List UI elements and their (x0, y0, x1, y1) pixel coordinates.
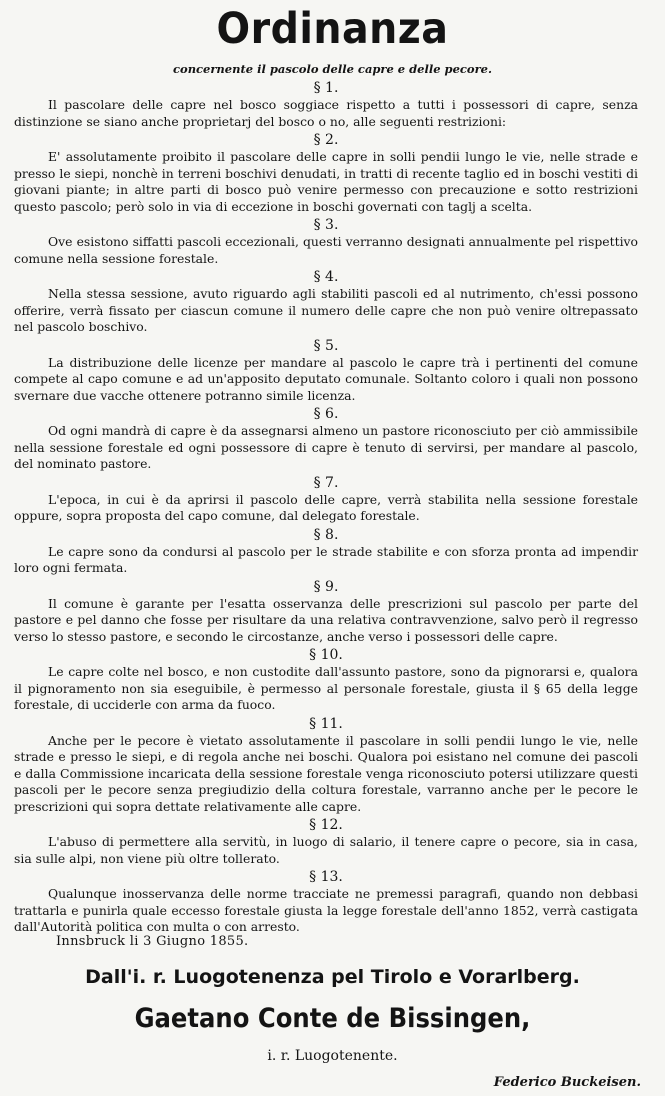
section-heading: § 9. (313, 578, 339, 595)
section-heading: § 2. (313, 132, 339, 148)
section-heading: § 8. (313, 526, 339, 543)
section-paragraph: Qualunque inosservanza delle norme tracciate ne premessi paragrafi, quando non debbasi trattarla e punirla quale eccesso forestale giusta la legge forestale dell'anno 1852, verrà castigata dall'Autorità politica con multa o con arresto. (14, 886, 638, 934)
cosigner-name: Federico Buckeisen. (493, 1075, 641, 1090)
section-paragraph: Ove esistono siffatti pascoli eccezionali, questi verranno designati annualmente pel rispettivo comune nella sessione forestale. (14, 234, 638, 266)
signer-name: Gaetano Conte de Bissingen, (134, 1003, 531, 1034)
section-paragraph: L'epoca, in cui è da aprirsi il pascolo delle capre, verrà stabilita nella sessione forestale oppure, sopra proposta del capo comune, dal delegato forestale. (14, 491, 638, 523)
section-paragraph: Il comune è garante per l'esatta osservanza delle prescrizioni sul pascolo per parte del pastore e pel danno che fosse per risultare da una relativa contravvenzione, salvo però il regresso verso lo stesso pastore, e secondo le circostanze, anche verso i possessori delle capre. (14, 595, 638, 644)
section-paragraph: Od ogni mandrà di capre è da assegnarsi almeno un pastore riconosciuto per ciò ammissibile nella sessione forestale ed ogni possessore di capre è tenuto di servirsi, per mandare al pascolo, del nominato pastore. (14, 423, 638, 471)
section-heading: § 13. (309, 869, 343, 885)
section-paragraph: La distribuzione delle licenze per mandare al pascolo le capre trà i pertinenti del comune compete al capo comune e ad un'apposito deputato comunale. Soltanto coloro i quali non possono svernare due vacche ottenere potranno simile licenza. (14, 354, 638, 403)
section-heading: § 11. (309, 715, 343, 732)
section-paragraph: Le capre colte nel bosco, e non custodite dall'assunto pastore, sono da pignorarsi e, qualora il pignoramento non sia eseguibile, è permesso al personale forestale, giusta il § 65 della legge forestale, di ucciderle con arma da fuoco. (14, 664, 638, 712)
document-title: Ordinanza (216, 4, 449, 54)
section-paragraph: Nella stessa sessione, avuto riguardo agli stabiliti pascoli ed al nutrimento, ch'essi possono offerire, verrà fissato per ciascun comune il numero delle capre che non può venire oltrepassato nel pascolo boschivo. (14, 286, 638, 334)
section-paragraph: Anche per le pecore è vietato assolutamente il pascolare in solli pendii lungo le vie, nelle strade e presso le siepi, e di regola anche nei boschi. Qualora poi esistano nel comune dei pascoli e dalla Commissione incaricata della sessione forestale venga riconosciuto potersi utilizzare questi pascoli per le pecore senza pregiudizio della coltura forestale, varranno anche per le pecore le prescrizioni qui sopra dettate relativamente alle capre. (14, 732, 638, 814)
section-heading: § 12. (309, 817, 343, 833)
section-paragraph: Il pascolare delle capre nel bosco soggiace rispetto a tutti i possessori di capre, senza distinzione se siano anche proprietarj del bosco o no, alle seguenti restrizioni: (14, 97, 638, 129)
date-line: Innsbruck li 3 Giugno 1855. (56, 934, 249, 949)
section-heading: § 7. (313, 474, 339, 491)
section-heading: § 3. (313, 217, 339, 233)
document-subtitle: concernente il pascolo delle capre e delle pecore. (173, 62, 492, 76)
section-paragraph: Le capre sono da condursi al pascolo per le strade stabilite e con sforza pronta ad impendir loro ogni fermata. (14, 543, 638, 575)
section-heading: § 10. (309, 647, 343, 663)
section-heading: § 5. (313, 337, 339, 354)
document-body (14, 80, 638, 938)
section-heading: § 4. (313, 269, 339, 285)
section-heading: § 1. (313, 80, 339, 96)
section-paragraph: E' assolutamente proibito il pascolare delle capre in solli pendii lungo le vie, nelle strade e presso le siepi, nonchè in terreni boschivi denudati, in tratti di recente taglio ed in boschi vestiti di giovani piante; in altre parti di bosco può venire permesso con precauzione e sotto restrizioni questo pascolo; però solo in via di eccezione in boschi governati con taglj a scelta. (14, 149, 638, 214)
signer-title: i. r. Luogotenente. (267, 1048, 398, 1064)
section-heading: § 6. (313, 406, 339, 422)
issuing-authority: Dall'i. r. Luogotenenza pel Tirolo e Vorarlberg. (85, 966, 580, 988)
section-paragraph: L'abuso di permettere alla servitù, in luogo di salario, il tenere capre o pecore, sia in casa, sia sulle alpi, non viene più oltre tollerato. (14, 834, 638, 866)
